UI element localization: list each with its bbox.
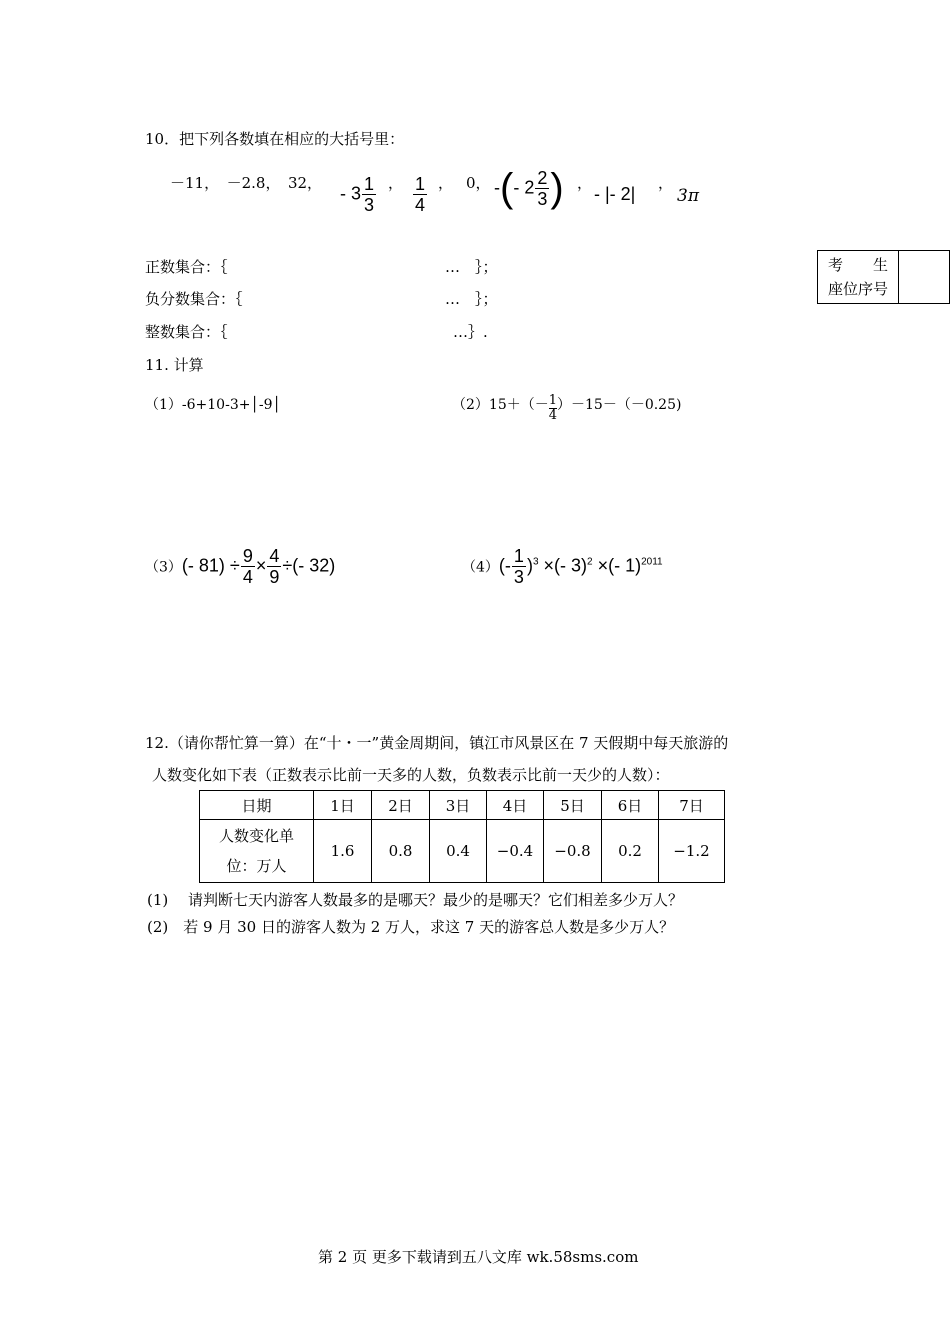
- comma: ，: [658, 174, 674, 192]
- seat-number-box: [817, 250, 950, 304]
- q10-plain-numbers: －11， －2.8， 32，: [170, 174, 323, 192]
- q10-number-neg-paren: -(- 2 $\frac{2}{3}$ ): [494, 166, 564, 210]
- q11-problem-1: （1）-6+10-3+│-9│: [145, 397, 281, 413]
- table-day: 7日: [659, 791, 725, 820]
- table-day: 1日: [314, 791, 372, 820]
- q10-number-3pi: 3π: [677, 186, 699, 206]
- table-day: 3日: [430, 791, 487, 820]
- table-value: −0.8: [544, 820, 602, 883]
- q10-number-fraction: $\frac{1}{4}$: [415, 174, 426, 215]
- q11-title: 11. 计算: [145, 356, 204, 374]
- table-value: 0.2: [602, 820, 659, 883]
- q11-problem-2: （2）15＋（－ $\frac{1}{4}$ ）－15－（－0.25): [452, 393, 682, 423]
- comma: ，: [388, 174, 404, 192]
- table-value: −0.4: [487, 820, 544, 883]
- negative-fraction-set-end: … ｝；: [445, 290, 498, 308]
- comma: ，: [577, 174, 593, 192]
- q10-title: 10．把下列各数填在相应的大括号里：: [145, 130, 405, 148]
- table-day: 5日: [544, 791, 602, 820]
- q11-problem-3: （3）(- 81) ÷ $\frac{9}{4}$ × $\frac{4}{9}$ ÷(- 32): [145, 546, 336, 587]
- table-day: 6日: [602, 791, 659, 820]
- table-header-label: 日期: [200, 791, 314, 820]
- table-value: 0.4: [430, 820, 487, 883]
- integer-set-end: …｝.: [453, 323, 488, 341]
- comma: ，: [438, 174, 454, 192]
- page-footer: 第 2 页 更多下载请到五八文库 wk.58sms.com: [318, 1248, 639, 1266]
- visitor-change-table: [199, 790, 725, 883]
- q12-sub-2: (2) 若 9 月 30 日的游客人数为 2 万人，求这 7 天的游客总人数是多少万人？: [147, 918, 675, 936]
- table-value: −1.2: [659, 820, 725, 883]
- q10-number-mixed: - 3 $\frac{1}{3}$: [340, 174, 375, 215]
- positive-set-end: … ｝；: [445, 258, 498, 276]
- q12-sub-1: (1) 请判断七天内游客人数最多的是哪天？最少的是哪天？它们相差多少万人？: [147, 891, 684, 909]
- table-value: 1.6: [314, 820, 372, 883]
- table-day: 4日: [487, 791, 544, 820]
- seat-label: 考 生 座位序号: [818, 251, 899, 304]
- q10-number-abs: - |- 2|: [594, 184, 636, 204]
- seat-number-field[interactable]: [899, 251, 950, 304]
- table-value: 0.8: [372, 820, 430, 883]
- table-day: 2日: [372, 791, 430, 820]
- integer-set-label: 整数集合：｛: [145, 323, 228, 341]
- q10-number-zero: 0，: [466, 174, 491, 192]
- table-row-label: 人数变化单 位：万人: [200, 820, 314, 883]
- q12-line-2: 人数变化如下表（正数表示比前一天多的人数，负数表示比前一天少的人数）：: [152, 766, 670, 784]
- positive-set-label: 正数集合：｛: [145, 258, 228, 276]
- negative-fraction-set-label: 负分数集合：｛: [145, 290, 243, 308]
- q12-line-1: 12.（请你帮忙算一算）在“十・一”黄金周期间，镇江市风景区在 7 天假期中每天旅游的: [145, 734, 729, 752]
- q11-problem-4: （4）(- $\frac{1}{3}$ )$^3$ ×(- 3)$^2$ ×(- 1)$^{2011}$: [462, 546, 663, 587]
